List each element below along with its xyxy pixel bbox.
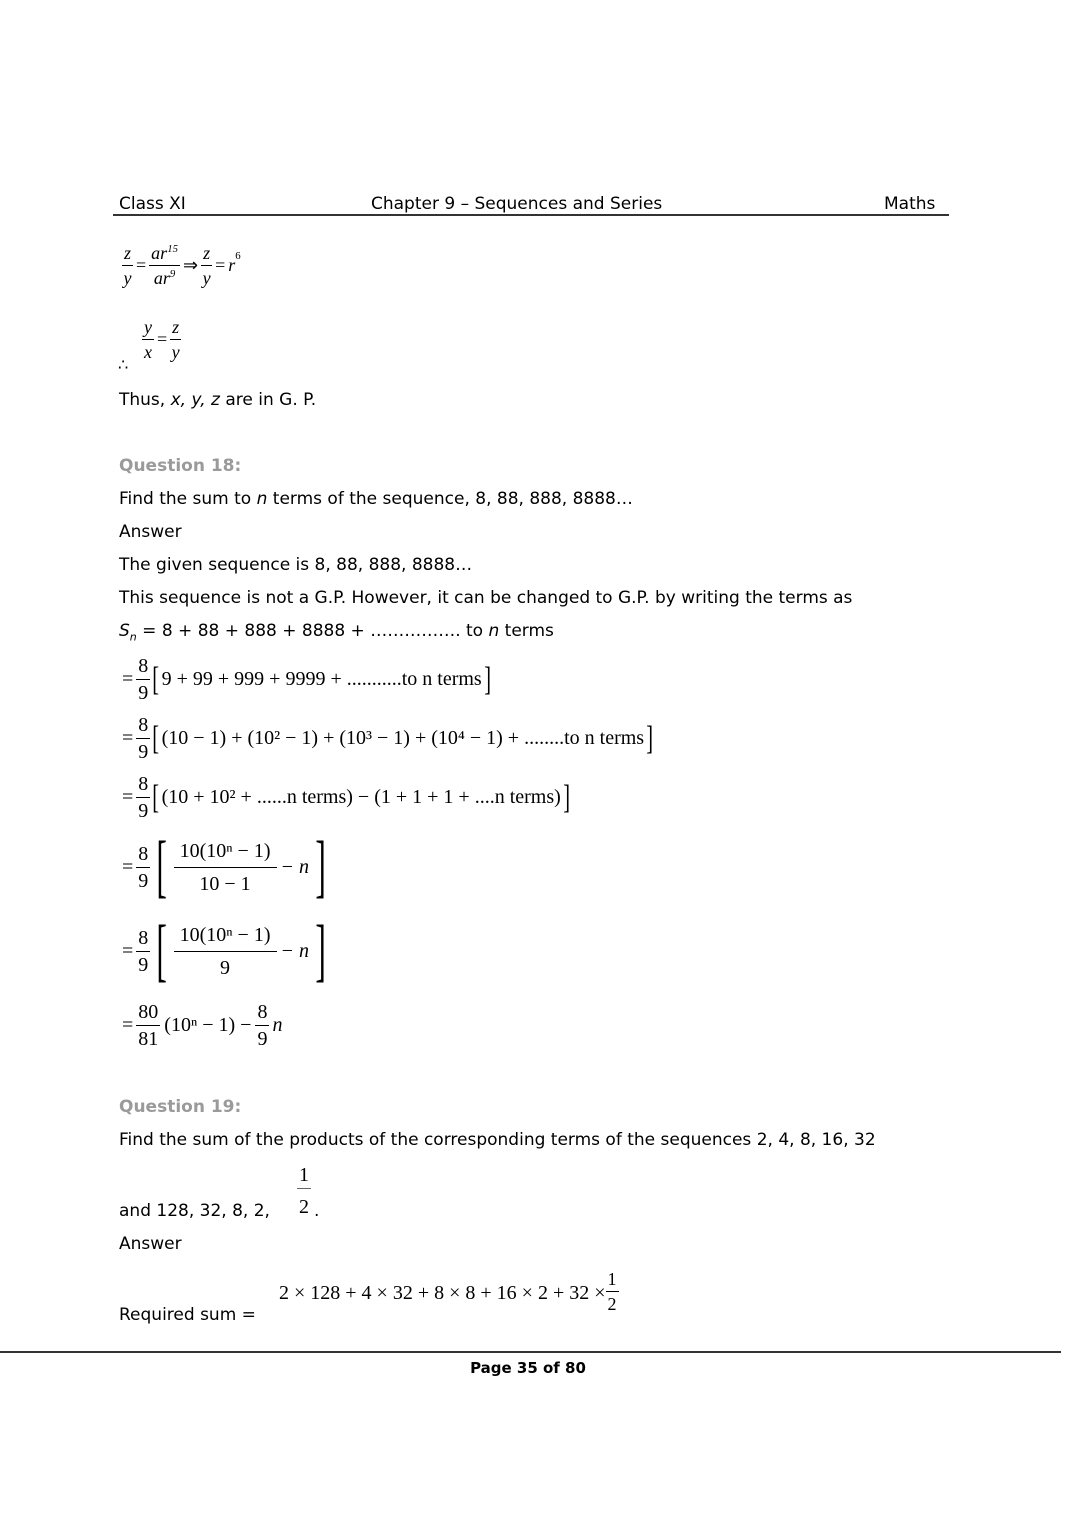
step-1: = $\frac{8}{9}$ [ 9 + 99 + 999 + 9999 + ...........to n terms ] <box>122 655 491 704</box>
answer-18-line1: The given sequence is 8, 88, 888, 8888… <box>119 555 473 575</box>
step-2: = $\frac{8}{9}$ [ (10 − 1) + (10² − 1) + (10³ − 1) + (10⁴ − 1) + ........to n terms ] <box>122 714 654 763</box>
required-sum-label: Required sum = <box>119 1305 256 1325</box>
footer-divider <box>0 1351 1061 1353</box>
equation-z-over-y: $\frac{z}{y}$ = $\frac{ar^{15}}{ar^9}$ ⇒ $\frac{z}{y}$ = r $^6$ <box>123 243 241 288</box>
header-class: Class XI <box>119 194 186 214</box>
question-18-text: Find the sum to n terms of the sequence, 8, 88, 888, 8888… <box>119 489 633 509</box>
step-4: = $\frac{8}{9}$ [ $\frac{\text{10(10ⁿ − 1)}}{10 - 1}$ − n ] <box>122 828 326 905</box>
question-19-line2: and 128, 32, 8, 2, <box>119 1201 270 1221</box>
sn-expression: $S_n = 8 + 88 + 888 + 8888$ + ……………. to n terms <box>119 621 554 644</box>
step-3: = $\frac{8}{9}$ [ (10 + 10² + ......n terms) − (1 + 1 + 1 + ....n terms) ] <box>122 773 570 822</box>
half-fraction: $\frac{1}{2}$ <box>299 1164 309 1218</box>
answer-label-19: Answer <box>119 1234 182 1254</box>
answer-18-line2: This sequence is not a G.P. However, it can be changed to G.P. by writing the terms as <box>119 588 853 608</box>
question-19-period: . <box>314 1201 320 1221</box>
answer-label-18: Answer <box>119 522 182 542</box>
step-5: = $\frac{8}{9}$ [ $\frac{\text{10(10ⁿ − 1)}}{9}$ − n ] <box>122 912 326 989</box>
question-18-title: Question 18: <box>119 456 242 476</box>
header-subject: Maths <box>884 194 936 214</box>
step-6: = $\frac{80}{81}$ (10ⁿ − 1) − $\frac{8}{9}$ n <box>122 1001 283 1050</box>
required-sum-expression: 2 × 128 + 4 × 32 + 8 × 8 + 16 × 2 + 32 × $\frac{1}{2}$ <box>279 1269 617 1314</box>
header-chapter: Chapter 9 – Sequences and Series <box>371 194 663 214</box>
conclusion-text: Thus, x, y, z are in G. P. <box>119 390 317 410</box>
therefore-icon: ∴ <box>118 355 129 374</box>
question-19-line1: Find the sum of the products of the corresponding terms of the sequences 2, 4, 8, 16, 32 <box>119 1130 876 1150</box>
equation-y-over-x: $\frac{y}{x}$ = $\frac{z}{y}$ <box>144 317 180 362</box>
page-number: Page 35 of 80 <box>470 1359 586 1377</box>
question-19-title: Question 19: <box>119 1097 242 1117</box>
header-divider <box>113 214 949 216</box>
